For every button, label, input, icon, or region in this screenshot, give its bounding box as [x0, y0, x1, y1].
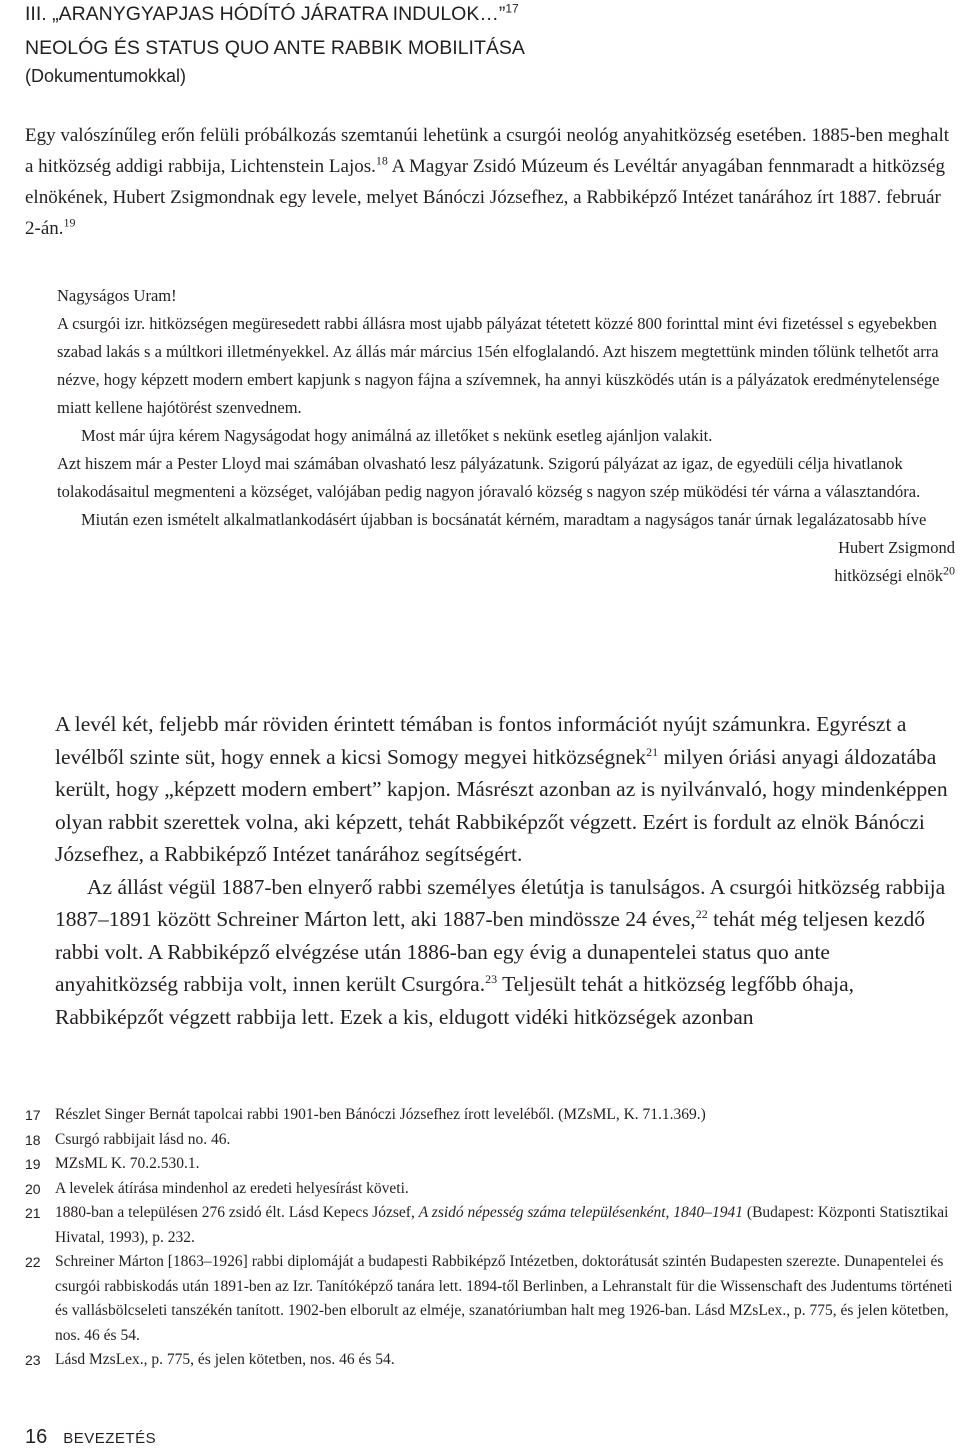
intro-paragraph: Egy valószínűleg erőn felüli próbálkozás szemtanúi lehetünk a csurgói neológ anyahitközség esetében. 1885-ben meghalt a hitközség addigi rabbija, Lichtenstein Lajos.$^{18}$ A Magyar Zsidó Múzeum és Levéltár anyagában fennmaradt a hitközség elnökének, Hubert Zsigmondnak egy levele, melyet Bánóczi Józsefhez, a Rabbiképző Intézet tanárához írt 1887. február 2-án.$^{19}$ — [25, 125, 950, 239]
footnote-19: 19 MZsML K. 70.2.530.1. — [25, 1155, 200, 1172]
body-paragraph-1: A levél két, feljebb már röviden érintett témában is fontos információt nyújt számunkra. Egyrészt a levélből szinte süt, hogy ennek a kicsi Somogy megyei hitközségnek$^{21}$ milyen óriási anyagi áldozatába került, hogy „képzett modern embert” kapjon. Másrészt azonban az is nyilvánvaló, hogy mindenképpen olyan rabbit szerettek volna, aki képzett, tehát Rabbiképzőt végzett. Ezért is fordult az elnök Bánóczi Józsefhez, a Rabbiképző Intézet tanárához segítségért. — [55, 712, 948, 866]
footnote-22: 22 Schreiner Márton [1863–1926] rabbi diplomáját a budapesti Rabbiképző Intézetben, doktorátusát szintén Budapesten szerezte. Dunapentelei és csurgói rabbiskodás után 1891-ben az Izr. Tanítóképző tanára lett. 1894-től Berlinben, a Lehranstalt für die Wissenschaft des Judentums történeti és vallásbölcseleti tanszékén tanított. 1902-ben elborult az elméje, szanatóriumban halt meg 1926-ban. Lásd MZsLex., p. 775, és jelen kötetben, nos. 46 és 54. — [25, 1253, 953, 1344]
footnote-ref-19: 19 — [63, 215, 76, 230]
footnote-ref-17: 17 — [505, 1, 519, 16]
letter-paragraph-4: Miután ezen ismételt alkalmatlankodásért újabban is bocsánatát kérném, maradtam a nagyságos tanár úrnak legalázatosabb híve — [81, 510, 927, 529]
footnote-ref-22: 22 — [695, 906, 708, 921]
footnote-21: 21 1880-ban a településen 276 zsidó élt. Lásd Kepecs József, A zsidó népesség száma településenként, 1840–1941 (Budapest: Központi Statisztikai Hivatal, 1993), p. 232. — [25, 1204, 949, 1246]
footnote-17: 17 Részlet Singer Bernát tapolcai rabbi 1901-ben Bánóczi Józsefhez írott leveléből. (MZsML, K. 71.1.369.) — [25, 1106, 706, 1123]
letter-signature-title: hitközségi elnök$^{20}$ — [834, 563, 955, 585]
page-number: 16 — [25, 1426, 48, 1448]
chapter-title-line-2: NEOLÓG ÉS STATUS QUO ANTE RABBIK MOBILITÁSA — [25, 37, 525, 59]
footnotes — [25, 1103, 955, 1373]
footnote-ref-20: 20 — [943, 563, 955, 578]
body-text — [55, 708, 955, 1033]
footnote-20: 20 A levelek átírása mindenhol az eredeti helyesírást követi. — [25, 1179, 409, 1197]
letter-paragraph-2: Most már újra kérem Nagyságodat hogy animálná az illetőket s nekünk esetleg ajánljon valakit. — [81, 426, 713, 445]
chapter-subtitle: (Dokumentumokkal) — [25, 66, 187, 86]
footnote-ref-23: 23 — [485, 971, 498, 986]
letter-signature-name: Hubert Zsigmond — [838, 538, 955, 557]
letter-paragraph-3: Azt hiszem már a Pester Lloyd mai számában olvasható lesz pályázatunk. Szigorú pályázat az igaz, de egyedüli célja hivatlanok tolakodásaitul megmenteni a községet, valójában pedig nagyon jóravaló község s nagyon szép müködési tér várna a választandóra. — [57, 454, 921, 501]
quoted-letter — [57, 282, 955, 590]
footnote-23: 23 Lásd MzsLex., p. 775, és jelen kötetben, nos. 46 és 54. — [25, 1351, 395, 1368]
letter-paragraph-1: A csurgói izr. hitközségen megüresedett rabbi állásra most ujabb pályázat tétetett közzé 800 forinttal mint évi fizetéssel s egyebekben szabad lakás s a múltkori illetményekkel. Az állás már március 15én elfoglalandó. Azt hiszem megtettünk minden tőlünk telhetőt arra nézve, hogy képzett modern embert kapjunk s nagyon fájna a szívemnek, ha annyi küszködés után is a pályázatok eredménytelensége miatt kellene hajótörést szenvednem. — [57, 314, 940, 417]
footnote-ref-18: 18 — [375, 153, 388, 168]
body-paragraph-2: Az állást végül 1887-ben elnyerő rabbi személyes életútja is tanulságos. A csurgói hitközség rabbija 1887–1891 között Schreiner Márton lett, aki 1887-ben mindössze 24 éves,$^{22}$ tehát még teljesen kezdő rabbi volt. A Rabbiképző elvégzése után 1886-ban egy évig a dunapentelei status quo ante anyahitközség rabbija volt, innen került Csurgóra.$^{23}$ Teljesült tehát a hitközség legfőbb óhaja, Rabbiképzőt végzett rabbija lett. Ezek a kis, eldugott vidéki hitközségek azonban — [55, 874, 946, 1029]
footnote-18: 18 Csurgó rabbijait lásd no. 46. — [25, 1130, 231, 1148]
letter-salutation: Nagyságos Uram! — [57, 286, 177, 305]
footnote-ref-21: 21 — [646, 744, 659, 759]
running-section-title: BEVEZETÉS — [63, 1430, 157, 1447]
chapter-title-line-1: III. „ARANYGYAPJAS HÓDÍTÓ JÁRATRA INDULOK…”$^{17}$ — [25, 1, 519, 25]
page-footer — [25, 1426, 156, 1449]
